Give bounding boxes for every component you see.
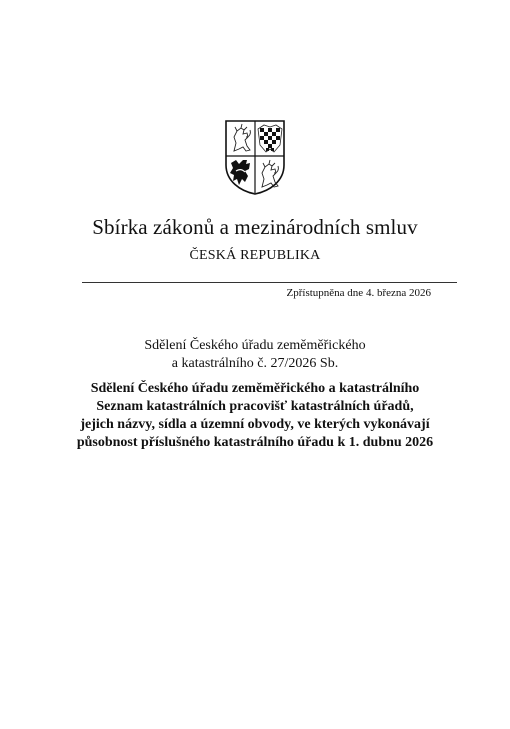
collection-title: Sbírka zákonů a mezinárodních smluv [92,215,418,239]
publication-date: Zpřístupněna dne 4. března 2026 [286,287,431,299]
header-divider [82,282,457,283]
content-line: jejich názvy, sídla a územní obvody, ve kterých vykonávají [80,417,430,432]
czech-state-coat-of-arms-icon [224,119,286,195]
notice-line: Sdělení Českého úřadu zeměměřického [144,338,366,353]
country-name: ČESKÁ REPUBLIKA [189,248,321,263]
notice-heading [0,337,510,373]
notice-line: a katastrálního č. 27/2026 Sb. [171,356,339,371]
content-line: Sdělení Českého úřadu zeměměřického a katastrálního [90,381,420,396]
content-line: Seznam katastrálních pracovišť katastrálních úřadů, [96,399,414,414]
content-line: působnost příslušného katastrálního úřadu k 1. dubnu 2026 [76,435,434,450]
document-content-title [0,380,510,452]
